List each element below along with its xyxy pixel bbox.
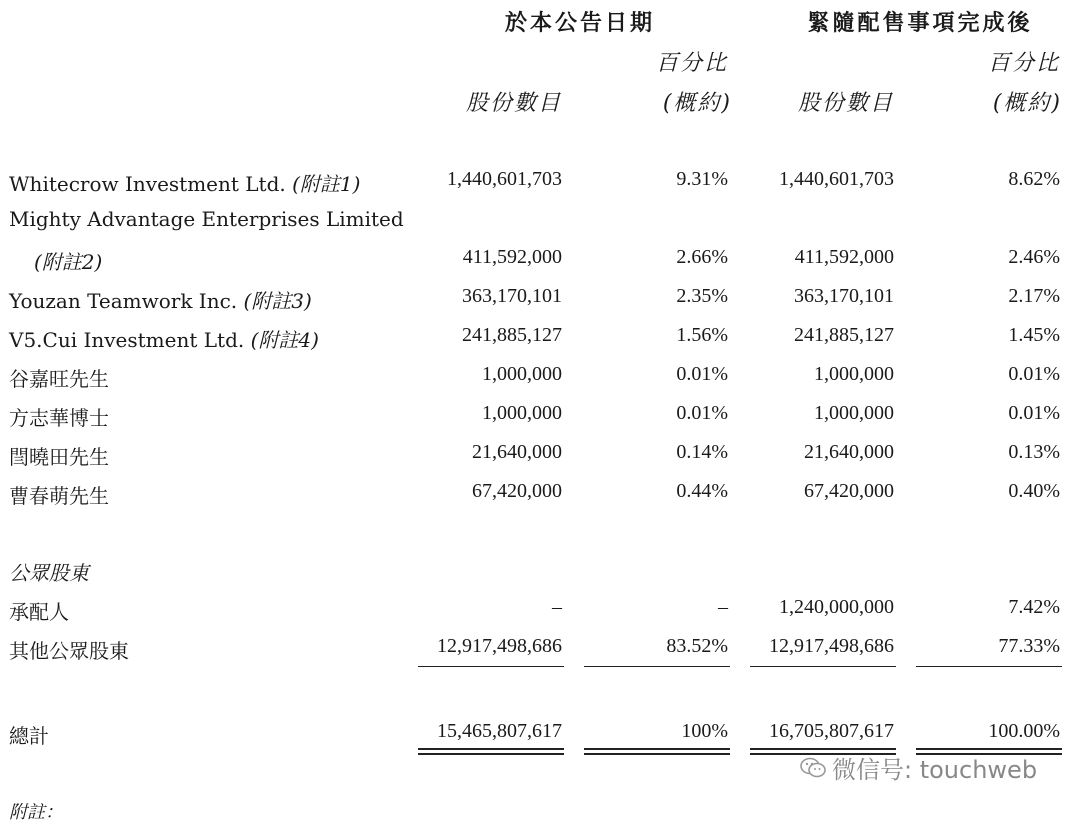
public-row-value: 1,240,000,000 xyxy=(779,596,894,618)
header-pct-label-2: 百分比 xyxy=(987,51,1060,76)
shareholder-name-text: 閆曉田先生 xyxy=(9,445,109,469)
shareholder-value: 8.62% xyxy=(1008,168,1060,190)
shareholder-name xyxy=(9,324,319,353)
header-pct-approx-2: (概約) xyxy=(992,91,1062,116)
shareholder-name xyxy=(9,363,109,392)
shareholder-name xyxy=(9,480,109,509)
shareholder-value: 0.01% xyxy=(676,402,728,424)
shareholder-value: 0.44% xyxy=(676,480,728,502)
shareholder-value: 0.14% xyxy=(676,441,728,463)
shareholder-value: 67,420,000 xyxy=(472,480,562,502)
header-pct-label-1: 百分比 xyxy=(655,51,728,76)
shareholder-value: 241,885,127 xyxy=(462,324,562,346)
shareholder-value: 0.01% xyxy=(676,363,728,385)
subtotal-rule xyxy=(750,666,896,667)
shareholder-name xyxy=(9,207,404,231)
shareholder-value: 21,640,000 xyxy=(472,441,562,463)
shareholder-value: 1,000,000 xyxy=(814,363,894,385)
shareholder-value: 2.46% xyxy=(1008,246,1060,268)
public-row-value: 77.33% xyxy=(998,635,1060,657)
shareholder-value: 1,000,000 xyxy=(482,363,562,385)
shareholder-value: 0.13% xyxy=(1008,441,1060,463)
shareholder-value: 241,885,127 xyxy=(794,324,894,346)
total-value: 100.00% xyxy=(988,720,1060,742)
shareholder-value: 1.45% xyxy=(1008,324,1060,346)
public-row-value: 7.42% xyxy=(1008,596,1060,618)
public-row-value: – xyxy=(552,596,562,618)
shareholder-value: 2.17% xyxy=(1008,285,1060,307)
shareholder-name-text: 曹春萌先生 xyxy=(9,484,109,508)
shareholder-name xyxy=(9,168,360,197)
header-pct-approx-1: (概約) xyxy=(662,91,732,116)
shareholder-value: 1,440,601,703 xyxy=(447,168,562,190)
shareholder-value: 1.56% xyxy=(676,324,728,346)
shareholder-name-text: Youzan Teamwork Inc. xyxy=(9,289,238,313)
header-group-after-placing: 緊隨配售事項完成後 xyxy=(807,10,1033,36)
shareholder-value: 0.40% xyxy=(1008,480,1060,502)
total-double-rule xyxy=(584,748,730,755)
shareholder-name-text: V5.Cui Investment Ltd. xyxy=(9,328,245,352)
total-value: 16,705,807,617 xyxy=(769,720,894,742)
shareholder-value: 1,000,000 xyxy=(814,402,894,424)
wechat-icon xyxy=(800,757,826,779)
shareholder-value: 9.31% xyxy=(676,168,728,190)
total-value: 15,465,807,617 xyxy=(437,720,562,742)
header-group-current: 於本公告日期 xyxy=(504,10,655,36)
total-label: 總計 xyxy=(9,724,49,748)
shareholder-value: 1,000,000 xyxy=(482,402,562,424)
shareholder-value: 363,170,101 xyxy=(462,285,562,307)
shareholder-name-text: 方志華博士 xyxy=(9,406,109,430)
shareholder-name xyxy=(9,402,109,431)
shareholder-value: 0.01% xyxy=(1008,363,1060,385)
shareholder-note: (附註4) xyxy=(244,328,319,352)
shareholder-name-text: Mighty Advantage Enterprises Limited xyxy=(9,207,404,231)
shareholder-value: 0.01% xyxy=(1008,402,1060,424)
public-row-value: 12,917,498,686 xyxy=(437,635,562,657)
shareholder-value: 363,170,101 xyxy=(794,285,894,307)
shareholder-value: 67,420,000 xyxy=(804,480,894,502)
public-shareholders-heading: 公眾股東 xyxy=(9,561,89,585)
subtotal-rule xyxy=(584,666,730,667)
shareholder-note: (附註3) xyxy=(237,289,312,313)
public-row-label: 承配人 xyxy=(9,600,69,624)
total-double-rule xyxy=(418,748,564,755)
shareholder-note: (附註1) xyxy=(285,172,361,196)
shareholder-note: (附註2) xyxy=(34,250,103,274)
subtotal-rule xyxy=(418,666,564,667)
shareholder-value: 411,592,000 xyxy=(462,246,562,268)
shareholder-name xyxy=(9,441,109,470)
shareholder-value: 2.66% xyxy=(676,246,728,268)
public-row-value: 83.52% xyxy=(666,635,728,657)
shareholder-name-text: 谷嘉旺先生 xyxy=(9,367,109,391)
shareholder-value: 1,440,601,703 xyxy=(779,168,894,190)
public-row-label: 其他公眾股東 xyxy=(9,639,129,663)
public-row-value: 12,917,498,686 xyxy=(769,635,894,657)
watermark-text: 微信号: touchweb xyxy=(832,756,1038,784)
header-shares-1: 股份數目 xyxy=(465,91,562,116)
shareholder-value: 2.35% xyxy=(676,285,728,307)
shareholder-name-text: Whitecrow Investment Ltd. xyxy=(9,172,286,196)
shareholder-name xyxy=(34,246,102,275)
footnote-heading: 附註： xyxy=(9,802,63,823)
total-value: 100% xyxy=(681,720,728,742)
watermark xyxy=(800,750,1037,785)
shareholder-value: 21,640,000 xyxy=(804,441,894,463)
public-row-value: – xyxy=(718,596,728,618)
shareholder-value: 411,592,000 xyxy=(794,246,894,268)
subtotal-rule xyxy=(916,666,1062,667)
shareholder-name xyxy=(9,285,312,314)
header-shares-2: 股份數目 xyxy=(797,91,894,116)
